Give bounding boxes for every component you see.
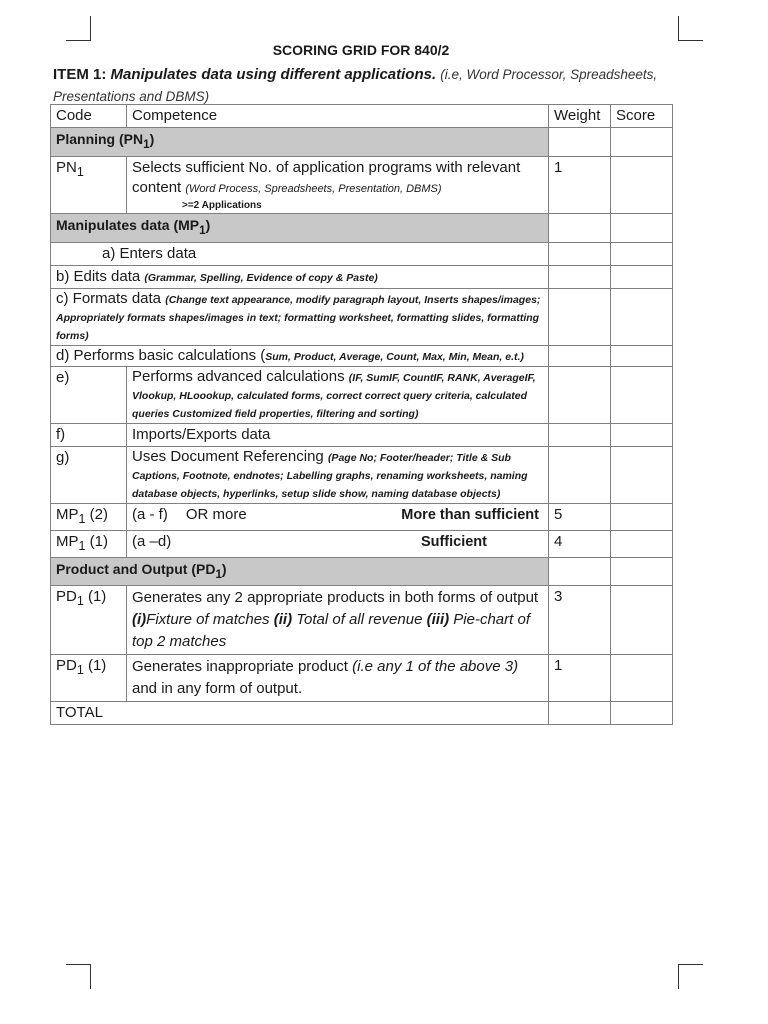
table-row-total xyxy=(51,702,673,725)
row-score-pn1[interactable] xyxy=(611,156,673,213)
table-row-mp1-1 xyxy=(51,530,673,557)
row-score-b[interactable] xyxy=(611,265,673,288)
item-examples: (i.e, Word Processor, Spreadsheets, Presentations and DBMS) xyxy=(53,67,658,104)
header-weight: Weight xyxy=(549,105,611,128)
row-score-g[interactable] xyxy=(611,446,673,503)
row-weight-pn1: 1 xyxy=(549,156,611,213)
section-row-manipulates xyxy=(51,213,673,242)
table-row-pd1-a xyxy=(51,586,673,655)
row-code-g: g) xyxy=(51,446,127,503)
row-competence-b: b) Edits data (Grammar, Spelling, Evidence of copy & Paste) xyxy=(51,265,549,288)
row-weight-g xyxy=(549,446,611,503)
row-weight-f xyxy=(549,423,611,446)
section-weight-cell xyxy=(549,128,611,157)
document-title: SCORING GRID FOR 840/2 xyxy=(272,42,450,58)
row-total-weight xyxy=(549,702,611,725)
row-weight-pd1-b: 1 xyxy=(549,655,611,702)
level-more-than-sufficient: More than sufficient xyxy=(401,506,539,523)
table-row-f xyxy=(51,423,673,446)
row-score-mp1-1[interactable] xyxy=(611,530,673,557)
row-score-c[interactable] xyxy=(611,288,673,345)
section-score-cell[interactable] xyxy=(611,557,673,586)
row-total-label: TOTAL xyxy=(51,702,549,725)
level-sufficient: Sufficient xyxy=(420,533,487,550)
section-label-manipulates: Manipulates data $(MP_1)$ xyxy=(51,213,549,242)
row-score-f[interactable] xyxy=(611,423,673,446)
row-weight-a xyxy=(549,242,611,265)
table-row-b xyxy=(51,265,673,288)
section-label-planning: Planning $(PN_1)$ xyxy=(51,128,549,157)
crop-mark-top-right xyxy=(678,16,703,41)
row-weight-d xyxy=(549,345,611,366)
row-competence-pn1: Selects sufficient No. of application programs with relevant content (Word Process, Spreadsheets, Presentation, DBMS) >=2 Applications xyxy=(127,156,549,213)
row-score-d[interactable] xyxy=(611,345,673,366)
row-code-pn1: $PN_1$ xyxy=(51,156,127,213)
row-competence-c: c) Formats data (Change text appearance, modify paragraph layout, Inserts shapes/images; Appropriately formats shapes/images in text; formatting worksheet, formatting slides, formatting forms) xyxy=(51,288,549,345)
table-row-mp1-2 xyxy=(51,503,673,530)
crop-mark-bottom-left xyxy=(66,964,91,989)
section-label-product: Product and Output $(PD_1)$ xyxy=(51,557,549,586)
crop-mark-top-left xyxy=(66,16,91,41)
section-row-planning xyxy=(51,128,673,157)
header-row xyxy=(51,105,673,128)
row-score-pd1-a[interactable] xyxy=(611,586,673,655)
item-heading xyxy=(53,64,673,108)
table-row-g xyxy=(51,446,673,503)
row-competence-pd1-b: Generates inappropriate product (i.e any 1 of the above 3) and in any form of output. xyxy=(127,655,549,702)
table-row-a xyxy=(51,242,673,265)
item-lead: ITEM 1: xyxy=(53,66,107,83)
header-code: Code xyxy=(51,105,127,128)
section-weight-cell xyxy=(549,557,611,586)
section-weight-cell xyxy=(549,213,611,242)
row-score-a[interactable] xyxy=(611,242,673,265)
row-total-score[interactable] xyxy=(611,702,673,725)
header-score: Score xyxy=(611,105,673,128)
table-row-e xyxy=(51,366,673,423)
row-weight-c xyxy=(549,288,611,345)
row-weight-mp1-1: 4 xyxy=(549,530,611,557)
row-competence-d: d) Performs basic calculations (Sum, Product, Average, Count, Max, Min, Mean, e.t.) xyxy=(51,345,549,366)
section-score-cell[interactable] xyxy=(611,213,673,242)
row-weight-b xyxy=(549,265,611,288)
item-description: Manipulates data using different applications. xyxy=(110,66,437,83)
row-code-pd1-a: $PD_1$ (1) xyxy=(51,586,127,655)
table-row-pn1 xyxy=(51,156,673,213)
row-code-mp1-1: $MP_1$ (1) xyxy=(51,530,127,557)
scoring-grid-table xyxy=(50,104,673,725)
row-code-pd1-b: $PD_1$ (1) xyxy=(51,655,127,702)
row-score-pd1-b[interactable] xyxy=(611,655,673,702)
row-score-mp1-2[interactable] xyxy=(611,503,673,530)
row-competence-e: Performs advanced calculations (IF, SumIF, CountIF, RANK, AverageIF, Vlookup, HLoookup, calculated forms, correct correct query criteria, calculated queries Customized field properties, filtering and sorting) xyxy=(127,366,549,423)
row-code-f: f) xyxy=(51,423,127,446)
row-competence-g: Uses Document Referencing (Page No; Footer/header; Title & Sub Captions, Footnote, endnotes; Labelling graphs, renaming worksheets, naming database objects, hyperlinks, setup slide show, naming database objects) xyxy=(127,446,549,503)
row-competence-a: a) Enters data xyxy=(51,242,549,265)
table-row-d xyxy=(51,345,673,366)
row-code-e: e) xyxy=(51,366,127,423)
table-row-pd1-b xyxy=(51,655,673,702)
header-competence: Competence xyxy=(127,105,549,128)
row-note-pn1: >=2 Applications xyxy=(182,199,262,211)
row-code-mp1-2: $MP_1$ (2) xyxy=(51,503,127,530)
row-weight-pd1-a: 3 xyxy=(549,586,611,655)
crop-mark-bottom-right xyxy=(678,964,703,989)
row-weight-mp1-2: 5 xyxy=(549,503,611,530)
row-weight-e xyxy=(549,366,611,423)
row-competence-mp1-1: (a –d) Sufficient xyxy=(127,530,549,557)
section-row-product xyxy=(51,557,673,586)
table-row-c xyxy=(51,288,673,345)
row-competence-pd1-a: Generates any 2 appropriate products in both forms of output (i)Fixture of matches (ii) Total of all revenue (iii) Pie-chart of top 2 matches xyxy=(127,586,549,655)
row-score-e[interactable] xyxy=(611,366,673,423)
section-score-cell[interactable] xyxy=(611,128,673,157)
row-competence-mp1-2: (a - f) OR more More than sufficient xyxy=(127,503,549,530)
row-competence-f: Imports/Exports data xyxy=(127,423,549,446)
